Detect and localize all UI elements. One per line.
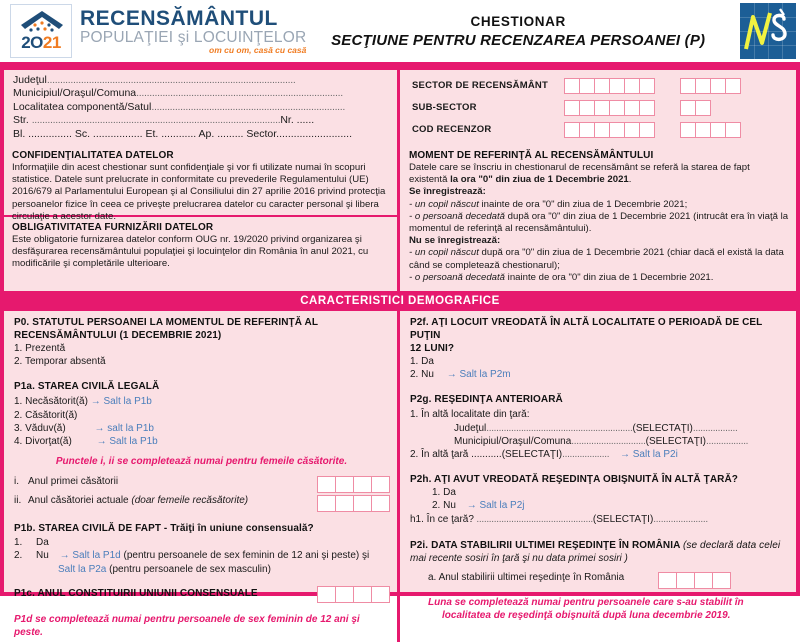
- p1a-opt1-jump[interactable]: → Salt la P1b: [90, 396, 152, 408]
- input-cell[interactable]: [624, 100, 640, 116]
- p1b-opt2-line2-jump[interactable]: Salt la P2a: [58, 563, 107, 575]
- p2g-judet-select[interactable]: (SELECTAŢI): [632, 422, 693, 434]
- p2g-judet-dots: ...........................................................: [486, 422, 633, 434]
- address-localitate[interactable]: [13, 101, 390, 114]
- input-cell[interactable]: [609, 122, 625, 138]
- input-cell[interactable]: [680, 100, 696, 116]
- question-p2f: [400, 311, 796, 384]
- p1a-sub-ii-text: [14, 494, 248, 507]
- input-cell[interactable]: [371, 495, 390, 512]
- input-cell[interactable]: [695, 100, 711, 116]
- reference-moment-intro: [409, 162, 789, 186]
- input-cell[interactable]: [725, 78, 741, 94]
- info-row: [4, 145, 796, 291]
- census-wordmark: [80, 8, 306, 55]
- confidentiality-title: CONFIDENŢIALITATEA DATELOR: [12, 150, 174, 161]
- input-cell[interactable]: [658, 572, 677, 589]
- p2i-title-line: [410, 539, 788, 552]
- input-cell[interactable]: [624, 122, 640, 138]
- p1a-option-2[interactable]: [14, 409, 389, 422]
- confidentiality-panel: [4, 145, 397, 222]
- p2i-title-em1: (se declară data celei: [682, 539, 781, 551]
- address-judet-dots: ...............................................................................................: [46, 74, 296, 86]
- p1a-option-3[interactable]: [14, 422, 389, 435]
- p2h-h1-label: h1. În ce ţară?: [410, 513, 474, 525]
- p0-option-1[interactable]: 1. Prezentă: [14, 343, 66, 354]
- input-cell[interactable]: [353, 495, 372, 512]
- excluded-item-1: [409, 247, 789, 271]
- input-cell[interactable]: [317, 586, 336, 603]
- p1a-sub-ii-boxes[interactable]: [317, 495, 389, 512]
- obligation-panel: [4, 217, 397, 291]
- obligation-text: Este obligatorie furnizarea datelor conform OUG nr. 19/2020 privind organizarea şi desfăşurarea recensământului populaţiei şi locuinţelor din România în anul 2021, cu modificările şi completările ulterioare.: [12, 234, 369, 270]
- p2h-h1-select[interactable]: (SELECTAŢI): [592, 513, 654, 525]
- p2g-municipiu-select[interactable]: (SELECTAŢI): [645, 435, 707, 447]
- input-cell[interactable]: [624, 78, 640, 94]
- input-cell[interactable]: [609, 78, 625, 94]
- p2g-judet-dots2: ..................: [692, 422, 738, 434]
- obligation-title: OBLIGATIVITATEA FURNIZĂRII DATELOR: [12, 222, 214, 233]
- form-body: [0, 70, 800, 638]
- p1a-sub-i-row: [14, 475, 389, 493]
- input-cell[interactable]: [371, 476, 390, 493]
- p0-option-2[interactable]: 2. Temporar absentă: [14, 356, 106, 368]
- ref-intro-c: .: [628, 174, 632, 186]
- confidentiality-text: Informaţiile din acest chestionar sunt confidenţiale şi vor fi utilizate numai în scopuri statistice. Datele sunt prelucrate in conformitate cu prevederile Regulamentului (UE) 2016/679 al Parlamentului European şi al Consiliului din 27 aprilie 2016 privind protecţia persoanelor fizice în ceea ce priveşte prelucrarea datelor cu caracter personal şi libera circulaţie a acestor date.: [12, 162, 386, 222]
- p2i-title-em2: mai recente sosiri în ţară şi nu data primei sosiri ): [410, 552, 628, 564]
- input-cell[interactable]: [335, 476, 354, 493]
- input-cell[interactable]: [680, 78, 696, 94]
- sector-panel: [400, 70, 796, 145]
- p2h-option-1[interactable]: 1. Da: [432, 487, 456, 499]
- address-bloc-line[interactable]: Bl. ............... Sc. ................. Et. ............ Ap. ......... Sector..........................: [13, 127, 353, 140]
- p2g-option-1[interactable]: 1. În altă localitate din ţară:: [410, 409, 530, 421]
- p1b-opt2-jump[interactable]: → Salt la P1d: [59, 550, 121, 562]
- question-p1b: [4, 515, 397, 579]
- question-p0: [4, 311, 397, 371]
- cod-recenzor-label: COD RECENZOR: [412, 124, 492, 135]
- address-judet-label: Judeţul: [13, 74, 47, 86]
- input-cell[interactable]: [609, 100, 625, 116]
- p1b-opt2-text: Nu: [36, 550, 49, 562]
- p1d-note: P1d se completează numai pentru persoanele de sex feminin de 12 ani şi peste.: [14, 613, 360, 638]
- wordmark-tagline: om cu om, casă cu casă: [209, 45, 307, 55]
- input-cell[interactable]: [579, 122, 595, 138]
- p2i-note-line2: localitatea de reşedinţă obişnuită după luna decembrie 2019.: [442, 610, 731, 622]
- question-p2g: [400, 384, 796, 464]
- p2g-judet-label: Judeţul: [454, 422, 487, 434]
- p2g-municipiu-label: Municipiul/Oraşul/Comuna: [454, 435, 572, 447]
- logo-year-text: 2O21: [21, 33, 61, 52]
- p2f-opt2-text: 2. Nu: [410, 369, 434, 381]
- reference-moment-title: MOMENT DE REFERINŢĂ AL RECENSĂMÂNTULUI: [409, 150, 654, 161]
- questions-right-column: [400, 311, 796, 642]
- p2i-note-line1: Luna se completează numai pentru persoanele care s-au stabilit în: [428, 597, 744, 609]
- input-cell[interactable]: [710, 78, 726, 94]
- p2h-h1-dots2: ......................: [653, 513, 708, 525]
- input-cell[interactable]: [564, 78, 580, 94]
- wordmark-line1: RECENSĂMÂNTUL: [80, 6, 278, 30]
- input-cell[interactable]: [579, 78, 595, 94]
- p2g-municipiu-line[interactable]: [410, 435, 788, 448]
- input-cell[interactable]: [695, 122, 711, 138]
- sub-sector-boxes-2[interactable]: [680, 100, 710, 116]
- p0-title-line2: RECENSĂMÂNTULUI (1 DECEMBRIE 2021): [14, 330, 222, 341]
- address-municipiu-dots: ...............................................................................: [136, 87, 343, 100]
- address-municipiu[interactable]: [13, 87, 390, 100]
- input-cell[interactable]: [639, 122, 655, 138]
- p1b-opt2-num: 2.: [14, 550, 23, 562]
- question-p1c: [4, 579, 397, 642]
- p2i-a-label: a. Anul stabilirii ultimei reşedinţe în România: [428, 572, 625, 584]
- p2g-opt2-dots: ...................: [562, 449, 610, 461]
- p1a-sub-ii-label: Anul căsătoriei actuale: [28, 495, 129, 507]
- input-cell[interactable]: [579, 100, 595, 116]
- address-municipiu-label: Municipiul/Oraşul/Comuna: [13, 87, 137, 100]
- p2g-title: P2g. REŞEDINŢA ANTERIOARĂ: [410, 394, 563, 406]
- p1a-option-4[interactable]: [14, 435, 389, 448]
- input-cell[interactable]: [710, 122, 726, 138]
- included-2-rest: după ora "0" din ziua de 1 Decembrie 2021 (intrucât era în viaţă la momentul de referinţă al recensământului).: [409, 210, 789, 235]
- p1c-title: P1c. ANUL CONSTITUIRII UNIUNII CONSENSUALE: [14, 587, 258, 599]
- p1a-title: P1a. STAREA CIVILĂ LEGALĂ: [14, 381, 160, 393]
- p2f-title-line1: P2f. AŢI LOCUIT VREODATĂ ÎN ALTĂ LOCALITATE O PERIOADĂ DE CEL PUŢIN: [410, 317, 763, 341]
- p1a-opt3-jump[interactable]: → salt la P1b: [94, 422, 154, 434]
- sector-column: [400, 70, 796, 145]
- questions-left-column: [4, 311, 400, 642]
- p1c-boxes[interactable]: [317, 586, 389, 603]
- excluded-title: Nu se înregistrează:: [409, 235, 501, 247]
- question-p2h: [400, 464, 796, 529]
- p1b-opt2-rest: (pentru persoanele de sex feminin de 12 ani şi peste) şi: [120, 550, 370, 562]
- p2h-option-2[interactable]: [410, 499, 788, 512]
- p2h-h1-dots: ...............................................: [473, 513, 593, 525]
- p1a-opt3-num: 3.: [14, 422, 23, 434]
- p1a-sub-ii-num: ii.: [14, 495, 22, 507]
- p1a-note: Punctele i, ii se completează numai pentru femeile căsătorite.: [55, 456, 348, 468]
- p1b-option-1[interactable]: [14, 536, 389, 549]
- p2g-judet-line[interactable]: [410, 422, 788, 435]
- title-chestionar: CHESTIONAR: [470, 13, 566, 29]
- p0-title-line1: P0. STATUTUL PERSOANEI LA MOMENTUL DE REFERINŢĂ AL: [14, 317, 319, 328]
- census-2021-logo: [10, 4, 72, 58]
- cod-recenzor-boxes-1[interactable]: [564, 122, 654, 138]
- address-localitate-dots: ..........................................................................: [151, 100, 346, 113]
- legal-column: [4, 145, 400, 291]
- input-cell[interactable]: [676, 572, 695, 589]
- p1c-row: [14, 585, 389, 603]
- excluded-item-2: [409, 272, 789, 284]
- p2g-municipiu-dots2: .................: [706, 435, 749, 447]
- input-cell[interactable]: [317, 495, 336, 512]
- p1a-opt4-jump[interactable]: → Salt la P1b: [96, 436, 158, 448]
- input-cell[interactable]: [335, 495, 354, 512]
- excluded-1-em: - un copil născut: [409, 247, 479, 259]
- excluded-2-em: - o persoană decedată: [409, 271, 506, 283]
- sub-sector-label: SUB-SECTOR: [412, 102, 477, 113]
- p2i-title: P2i. DATA STABILIRII ULTIMEI REŞEDINŢE ÎN ROMÂNIA: [410, 539, 681, 551]
- input-cell[interactable]: [564, 122, 580, 138]
- p1b-opt1-text: Da: [36, 537, 49, 549]
- included-item-1: [409, 199, 789, 211]
- input-cell[interactable]: [353, 586, 372, 603]
- input-cell[interactable]: [694, 572, 713, 589]
- p1a-subquestions: [4, 471, 397, 515]
- sector-recensamant-boxes-1[interactable]: [564, 78, 654, 94]
- p1b-title: P1b. STAREA CIVILĂ DE FAPT - Trăiţi în uniune consensuală?: [14, 523, 314, 535]
- p1a-opt1-text: Necăsătorit(ă): [25, 396, 88, 408]
- included-1-em: - un copil născut: [409, 198, 479, 210]
- p1a-opt2-text: Căsătorit(ă): [25, 409, 78, 421]
- sub-sector-boxes-1[interactable]: [564, 100, 654, 116]
- address-judet[interactable]: [13, 74, 390, 87]
- wordmark-line2: POPULAŢIEI şi LOCUINŢELOR: [80, 28, 307, 46]
- input-cell[interactable]: [725, 122, 741, 138]
- input-cell[interactable]: [639, 78, 655, 94]
- input-cell[interactable]: [594, 78, 610, 94]
- input-cell[interactable]: [594, 122, 610, 138]
- sub-sector-row: [412, 98, 789, 117]
- p1a-opt1-num: 1.: [14, 396, 23, 408]
- ins-monogram-icon: [740, 3, 796, 59]
- address-panel: [4, 70, 397, 144]
- p2i-a-boxes[interactable]: [658, 572, 730, 589]
- p2f-title-line2: 12 LUNI?: [410, 343, 455, 354]
- input-cell[interactable]: [639, 100, 655, 116]
- included-item-2: [409, 211, 789, 235]
- p2g-opt2-select[interactable]: (SELECTAŢI): [501, 449, 563, 461]
- ref-intro-a: Datele care se înscriu in chestionarul de recensământ se referă la starea de fapt existentă: [409, 162, 750, 186]
- question-p2i: [400, 529, 796, 625]
- p1a-option-1[interactable]: [14, 395, 389, 408]
- top-row: [4, 70, 796, 145]
- address-nr: Nr. ......: [280, 114, 315, 127]
- p1a-sub-i-boxes[interactable]: [317, 476, 389, 493]
- included-1-rest: inainte de ora "0" din ziua de 1 Decembrie 2021;: [478, 198, 688, 210]
- p2g-option-2[interactable]: [410, 448, 788, 461]
- p2i-a-row: [410, 571, 788, 589]
- sector-recensamant-boxes-2[interactable]: [680, 78, 740, 94]
- input-cell[interactable]: [594, 100, 610, 116]
- ref-intro-b: la ora "0" din ziua de 1 Decembrie 2021: [450, 174, 629, 186]
- address-strada-dots: ...............................................................................................: [31, 114, 281, 127]
- p2g-municipiu-dots: ..............................: [571, 435, 646, 447]
- p2h-h1-line[interactable]: [410, 513, 788, 526]
- ins-institute-logo: [740, 3, 796, 59]
- p1a-opt2-num: 2.: [14, 409, 23, 421]
- p2g-opt2-jump[interactable]: → Salt la P2i: [619, 449, 678, 461]
- cod-recenzor-row: [412, 120, 789, 139]
- p1a-sub-i-text: [14, 475, 118, 488]
- address-column: [4, 70, 400, 145]
- page-header: [0, 0, 800, 62]
- p1b-opt1-num: 1.: [14, 537, 23, 549]
- title-sectiune: SECŢIUNE PENTRU RECENZAREA PERSOANEI (P): [331, 31, 706, 49]
- p1a-sub-ii-em: (doar femeile recăsătorite): [131, 495, 249, 507]
- p2h-opt2-jump[interactable]: → Salt la P2j: [466, 500, 525, 512]
- p1b-option-2-line2[interactable]: [14, 563, 389, 576]
- p2f-option-1[interactable]: 1. Da: [410, 356, 434, 367]
- cod-recenzor-boxes-2[interactable]: [680, 122, 740, 138]
- p1b-opt2-line2-rest: (pentru persoanele de sex masculin): [106, 563, 271, 575]
- address-strada[interactable]: [13, 114, 390, 127]
- input-cell[interactable]: [353, 476, 372, 493]
- sector-recensamant-row: [412, 76, 789, 95]
- section-band-demographics: CARACTERISTICI DEMOGRAFICE: [4, 291, 796, 311]
- p1a-sub-i-num: i.: [14, 476, 19, 488]
- p2h-opt2-text: 2. Nu: [432, 500, 456, 512]
- p1a-opt3-text: Văduv(ă): [25, 422, 66, 434]
- address-strada-label: Str.: [13, 114, 32, 127]
- document-title: [306, 14, 740, 49]
- header-divider-bar: [0, 62, 800, 70]
- included-title: Se înregistrează:: [409, 186, 486, 198]
- p2h-title: P2h. AŢI AVUT VREODATĂ REŞEDINŢA OBIŞNUITĂ ÎN ALTĂ ŢARĂ?: [410, 474, 739, 486]
- input-cell[interactable]: [712, 572, 731, 589]
- reference-column: [400, 145, 796, 291]
- p2g-opt2-pre: 2. În altă ţară ...........: [410, 449, 502, 461]
- input-cell[interactable]: [695, 78, 711, 94]
- excluded-2-rest: inainte de ora "0" din ziua de 1 Decembrie 2021.: [505, 271, 714, 283]
- p1a-sub-i-label: Anul primei căsătorii: [28, 476, 119, 488]
- address-localitate-label: Localitatea componentă/Satul: [13, 100, 152, 113]
- p1a-opt4-num: 4.: [14, 436, 23, 448]
- input-cell[interactable]: [371, 586, 390, 603]
- input-cell[interactable]: [680, 122, 696, 138]
- reference-moment-panel: [400, 145, 796, 291]
- sector-recensamant-label: SECTOR DE RECENSĂMÂNT: [412, 80, 548, 91]
- question-p1a: [4, 371, 397, 471]
- included-2-em: - o persoană decedată: [409, 210, 506, 222]
- p2f-option-2[interactable]: [410, 368, 788, 381]
- p1a-opt4-text: Divorţat(ă): [25, 436, 72, 448]
- excluded-1-rest: după ora "0" din ziua de 1 Decembrie 2021 (chiar dacă el există la data când se completează chestionarul);: [409, 247, 784, 271]
- p1a-sub-ii-row: [14, 494, 389, 512]
- input-cell[interactable]: [564, 100, 580, 116]
- p1b-option-2[interactable]: [14, 549, 389, 562]
- p2f-opt2-jump[interactable]: → Salt la P2m: [446, 369, 511, 381]
- input-cell[interactable]: [317, 476, 336, 493]
- input-cell[interactable]: [335, 586, 354, 603]
- questions-row: [4, 311, 796, 642]
